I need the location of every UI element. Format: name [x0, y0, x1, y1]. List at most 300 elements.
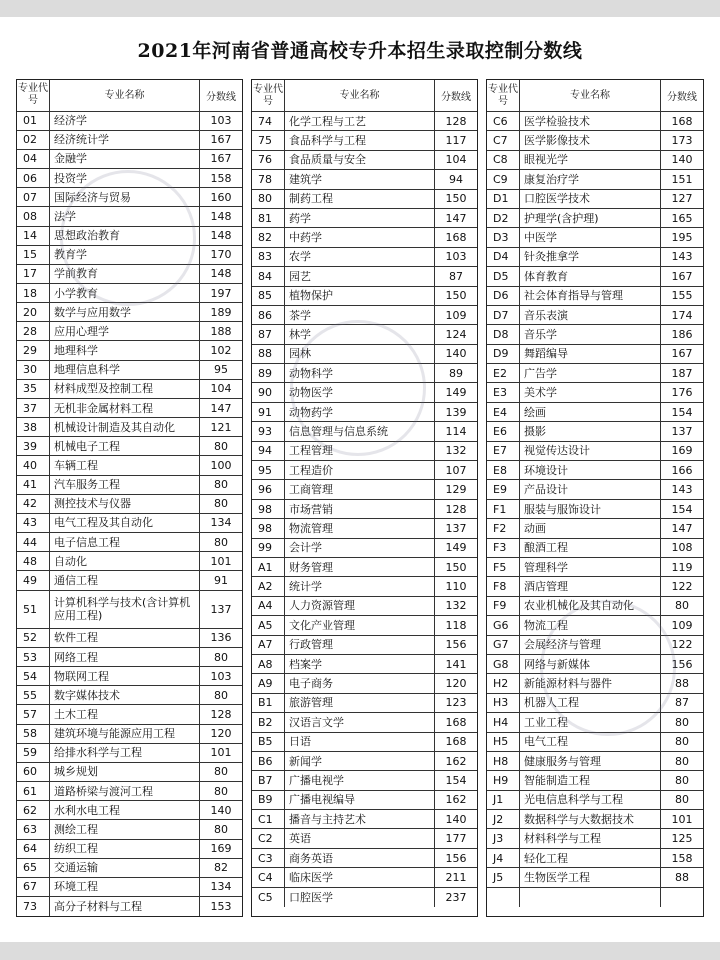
cutoff-score: 80 — [214, 535, 228, 549]
table-row — [487, 539, 703, 558]
table-row — [252, 248, 477, 267]
major-code: 90 — [252, 383, 285, 401]
major-name: 高分子材料与工程 — [50, 897, 200, 916]
table-row — [17, 533, 242, 552]
major-name: 旅游管理 — [285, 694, 435, 712]
table-row — [252, 810, 477, 829]
cutoff-score: 103 — [210, 669, 232, 683]
cutoff-score: 80 — [675, 599, 689, 613]
major-code: H3 — [487, 694, 520, 712]
cutoff-score: 156 — [445, 638, 467, 652]
major-name: 服装与服饰设计 — [520, 500, 661, 518]
major-name: 动画 — [520, 519, 661, 537]
table-row — [252, 558, 477, 577]
major-name: 广播电视编导 — [285, 791, 435, 809]
cutoff-score: 80 — [214, 688, 228, 702]
table-row — [17, 667, 242, 686]
table-row — [487, 267, 703, 286]
cutoff-score: 114 — [445, 424, 467, 438]
table-row — [17, 686, 242, 705]
major-name: 土木工程 — [50, 705, 200, 723]
major-code: C2 — [252, 829, 285, 847]
major-code: 88 — [252, 345, 285, 363]
major-code: 35 — [17, 380, 50, 398]
table-row — [487, 403, 703, 422]
table-row — [487, 383, 703, 402]
table-row — [252, 345, 477, 364]
page-title: 2021年河南省普通高校专升本招生录取控制分数线 — [137, 40, 583, 62]
table-row — [487, 112, 703, 131]
table-row — [17, 188, 242, 207]
score-table-column-1 — [16, 79, 243, 917]
major-code: E6 — [487, 422, 520, 440]
major-name: 财务管理 — [285, 558, 435, 576]
table-row — [17, 859, 242, 878]
cutoff-score: 103 — [210, 114, 232, 128]
cutoff-score: 166 — [671, 463, 693, 477]
major-code: 55 — [17, 686, 50, 704]
table-row — [252, 674, 477, 693]
table-row — [487, 248, 703, 267]
cutoff-score: 100 — [210, 458, 232, 472]
major-name: 会展经济与管理 — [520, 636, 661, 654]
major-code: F3 — [487, 539, 520, 557]
major-code: 89 — [252, 364, 285, 382]
table-row — [487, 190, 703, 209]
major-name: 茶学 — [285, 306, 435, 324]
table-row — [17, 744, 242, 763]
header-score: 分数线 — [667, 92, 697, 103]
table-row — [487, 131, 703, 150]
cutoff-score: 168 — [671, 114, 693, 128]
major-name: 农业机械化及其自动化 — [520, 597, 661, 615]
major-code: C6 — [487, 112, 520, 130]
header-code: 专业代号 — [252, 80, 285, 111]
major-name: 人力资源管理 — [285, 597, 435, 615]
major-code: H5 — [487, 733, 520, 751]
major-code: 42 — [17, 495, 50, 513]
cutoff-score: 80 — [214, 822, 228, 836]
major-code: J3 — [487, 829, 520, 847]
table-row — [252, 112, 477, 131]
table-row — [252, 422, 477, 441]
cutoff-score: 195 — [671, 231, 693, 245]
table-row — [252, 287, 477, 306]
table-header-row — [487, 80, 703, 112]
major-name: 应用心理学 — [50, 322, 200, 340]
major-code: 98 — [252, 519, 285, 537]
table-row — [17, 648, 242, 667]
cutoff-score: 91 — [214, 573, 228, 587]
cutoff-score: 128 — [445, 114, 467, 128]
cutoff-score: 140 — [445, 812, 467, 826]
major-code: A8 — [252, 655, 285, 673]
table-row — [252, 190, 477, 209]
major-code: B7 — [252, 771, 285, 789]
table-row — [487, 771, 703, 790]
major-code: F5 — [487, 558, 520, 576]
major-code: H9 — [487, 771, 520, 789]
table-row — [17, 437, 242, 456]
score-table-column-2 — [251, 79, 478, 917]
table-row — [252, 131, 477, 150]
major-code: E3 — [487, 383, 520, 401]
major-name: 机器人工程 — [520, 694, 661, 712]
major-code: 58 — [17, 725, 50, 743]
cutoff-score: 117 — [445, 134, 467, 148]
major-name: 信息管理与信息系统 — [285, 422, 435, 440]
cutoff-score: 176 — [671, 386, 693, 400]
major-code: 17 — [17, 265, 50, 283]
table-row — [487, 151, 703, 170]
major-name: 新闻学 — [285, 752, 435, 770]
major-name: 数学与应用数学 — [50, 303, 200, 321]
table-row — [17, 207, 242, 226]
cutoff-score: 95 — [214, 363, 228, 377]
major-name: 酒店管理 — [520, 577, 661, 595]
major-code: 07 — [17, 188, 50, 206]
major-code: 84 — [252, 267, 285, 285]
cutoff-score: 136 — [210, 631, 232, 645]
major-name: 商务英语 — [285, 849, 435, 867]
major-code: 78 — [252, 170, 285, 188]
major-code: C4 — [252, 868, 285, 886]
major-name: 体育教育 — [520, 267, 661, 285]
major-code: E2 — [487, 364, 520, 382]
major-name: 医学影像技术 — [520, 131, 661, 149]
table-row — [252, 325, 477, 344]
major-code: C7 — [487, 131, 520, 149]
table-row — [252, 364, 477, 383]
major-name: 音乐表演 — [520, 306, 661, 324]
major-code: D6 — [487, 287, 520, 305]
cutoff-score: 150 — [445, 192, 467, 206]
major-name: 数据科学与大数据技术 — [520, 810, 661, 828]
table-row — [252, 636, 477, 655]
major-name: 播音与主持艺术 — [285, 810, 435, 828]
table-row — [17, 782, 242, 801]
table-row — [487, 170, 703, 189]
major-code: 62 — [17, 801, 50, 819]
major-code: 86 — [252, 306, 285, 324]
major-name: 水利水电工程 — [50, 801, 200, 819]
table-row — [252, 480, 477, 499]
major-code: D3 — [487, 228, 520, 246]
cutoff-score: 148 — [210, 267, 232, 281]
cutoff-score: 141 — [445, 657, 467, 671]
major-code: A5 — [252, 616, 285, 634]
cutoff-score: 119 — [671, 560, 693, 574]
cutoff-score: 167 — [210, 133, 232, 147]
table-row — [252, 733, 477, 752]
cutoff-score: 89 — [449, 366, 463, 380]
major-name: 酿酒工程 — [520, 539, 661, 557]
cutoff-score: 153 — [210, 900, 232, 914]
major-code: C8 — [487, 151, 520, 169]
cutoff-score — [661, 888, 703, 907]
major-code: 63 — [17, 820, 50, 838]
major-name: 车辆工程 — [50, 456, 200, 474]
cutoff-score: 80 — [675, 715, 689, 729]
table-row — [487, 849, 703, 868]
table-row — [487, 345, 703, 364]
major-code: 76 — [252, 151, 285, 169]
major-name: 视觉传达设计 — [520, 442, 661, 460]
major-code: A1 — [252, 558, 285, 576]
table-row — [17, 629, 242, 648]
cutoff-score: 124 — [445, 327, 467, 341]
cutoff-score: 128 — [445, 502, 467, 516]
table-row — [17, 341, 242, 360]
table-row — [17, 380, 242, 399]
table-row — [487, 577, 703, 596]
table-row — [252, 791, 477, 810]
table-row — [487, 480, 703, 499]
cutoff-score: 80 — [214, 765, 228, 779]
table-row — [252, 442, 477, 461]
cutoff-score: 197 — [210, 286, 232, 300]
major-code: 85 — [252, 287, 285, 305]
cutoff-score: 127 — [671, 192, 693, 206]
major-name: 光电信息科学与工程 — [520, 791, 661, 809]
cutoff-score: 134 — [210, 516, 232, 530]
cutoff-score: 186 — [671, 327, 693, 341]
major-code: 75 — [252, 131, 285, 149]
cutoff-score: 87 — [675, 696, 689, 710]
cutoff-score: 147 — [445, 211, 467, 225]
table-row — [252, 888, 477, 907]
cutoff-score: 173 — [671, 134, 693, 148]
table-row — [17, 246, 242, 265]
major-name: 汽车服务工程 — [50, 476, 200, 494]
major-code: 81 — [252, 209, 285, 227]
table-row — [17, 725, 242, 744]
header-name: 专业名称 — [285, 80, 435, 111]
major-code: 44 — [17, 533, 50, 551]
cutoff-score: 132 — [445, 599, 467, 613]
cutoff-score: 108 — [671, 541, 693, 555]
cutoff-score: 162 — [445, 754, 467, 768]
table-row — [252, 655, 477, 674]
table-row — [252, 306, 477, 325]
cutoff-score: 143 — [671, 483, 693, 497]
major-name: 电子商务 — [285, 674, 435, 692]
major-name: 环境设计 — [520, 461, 661, 479]
major-code: 98 — [252, 500, 285, 518]
major-code: 41 — [17, 476, 50, 494]
table-row — [17, 227, 242, 246]
table-row — [487, 422, 703, 441]
major-code: 74 — [252, 112, 285, 130]
table-row — [17, 514, 242, 533]
major-code: 87 — [252, 325, 285, 343]
major-code: 51 — [17, 591, 50, 628]
major-code: 28 — [17, 322, 50, 340]
major-code: 14 — [17, 227, 50, 245]
major-code: F1 — [487, 500, 520, 518]
major-name: 康复治疗学 — [520, 170, 661, 188]
major-name: 教育学 — [50, 246, 200, 264]
table-row — [252, 694, 477, 713]
table-header-row — [252, 80, 477, 112]
major-name: 物联网工程 — [50, 667, 200, 685]
major-name: 眼视光学 — [520, 151, 661, 169]
major-name: 动物医学 — [285, 383, 435, 401]
cutoff-score: 167 — [210, 152, 232, 166]
cutoff-score: 102 — [210, 344, 232, 358]
table-row — [252, 267, 477, 286]
major-code: 80 — [252, 190, 285, 208]
major-code: 02 — [17, 131, 50, 149]
major-name: 生物医学工程 — [520, 868, 661, 886]
major-code: D4 — [487, 248, 520, 266]
major-code: 39 — [17, 437, 50, 455]
major-name: 行政管理 — [285, 636, 435, 654]
table-row — [252, 383, 477, 402]
table-row — [487, 461, 703, 480]
table-row — [17, 399, 242, 418]
table-row — [17, 840, 242, 859]
cutoff-score: 120 — [445, 677, 467, 691]
major-code: B9 — [252, 791, 285, 809]
cutoff-score: 167 — [671, 347, 693, 361]
major-name: 针灸推拿学 — [520, 248, 661, 266]
cutoff-score: 156 — [445, 851, 467, 865]
table-row — [252, 771, 477, 790]
major-name: 计算机科学与技术(含计算机应用工程) — [50, 591, 200, 628]
cutoff-score: 80 — [675, 773, 689, 787]
major-code: B6 — [252, 752, 285, 770]
major-name: 城乡规划 — [50, 763, 200, 781]
cutoff-score: 101 — [210, 554, 232, 568]
table-row — [487, 558, 703, 577]
table-row — [252, 228, 477, 247]
major-code: E8 — [487, 461, 520, 479]
table-row — [252, 403, 477, 422]
major-name: 测控技术与仪器 — [50, 495, 200, 513]
major-name: 动物药学 — [285, 403, 435, 421]
major-code: D8 — [487, 325, 520, 343]
major-name: 园林 — [285, 345, 435, 363]
major-name: 社会体育指导与管理 — [520, 287, 661, 305]
cutoff-score: 168 — [445, 735, 467, 749]
header-score: 分数线 — [206, 91, 236, 103]
table-row — [252, 752, 477, 771]
cutoff-score: 104 — [210, 382, 232, 396]
major-name: 测绘工程 — [50, 820, 200, 838]
major-name: 思想政治教育 — [50, 227, 200, 245]
major-code: A2 — [252, 577, 285, 595]
table-row — [252, 461, 477, 480]
major-name: 建筑学 — [285, 170, 435, 188]
major-name: 新能源材料与器件 — [520, 674, 661, 692]
major-code: 54 — [17, 667, 50, 685]
cutoff-score: 167 — [671, 269, 693, 283]
cutoff-score: 150 — [445, 289, 467, 303]
header-code: 专业代号 — [17, 80, 50, 111]
major-code: 52 — [17, 629, 50, 647]
major-name: 药学 — [285, 209, 435, 227]
major-name: 环境工程 — [50, 878, 200, 896]
major-name: 动物科学 — [285, 364, 435, 382]
cutoff-score: 140 — [445, 347, 467, 361]
table-row — [17, 801, 242, 820]
major-name: 网络与新媒体 — [520, 655, 661, 673]
cutoff-score: 187 — [671, 366, 693, 380]
table-row — [17, 456, 242, 475]
major-name: 通信工程 — [50, 571, 200, 589]
cutoff-score: 137 — [445, 521, 467, 535]
table-row — [487, 829, 703, 848]
cutoff-score: 80 — [214, 439, 228, 453]
cutoff-score: 109 — [671, 618, 693, 632]
table-row — [487, 287, 703, 306]
major-name: 中医学 — [520, 228, 661, 246]
major-name: 园艺 — [285, 267, 435, 285]
major-name: 会计学 — [285, 539, 435, 557]
cutoff-score: 122 — [671, 580, 693, 594]
major-code: 15 — [17, 246, 50, 264]
major-code: 93 — [252, 422, 285, 440]
major-code: 37 — [17, 399, 50, 417]
major-code: 40 — [17, 456, 50, 474]
table-row — [17, 897, 242, 916]
cutoff-score: 107 — [445, 463, 467, 477]
cutoff-score: 123 — [445, 696, 467, 710]
table-row — [17, 169, 242, 188]
major-code: E7 — [487, 442, 520, 460]
major-code: 67 — [17, 878, 50, 896]
major-code: H2 — [487, 674, 520, 692]
major-code: E9 — [487, 480, 520, 498]
table-row — [252, 713, 477, 732]
cutoff-score: 134 — [210, 880, 232, 894]
major-name: 材料成型及控制工程 — [50, 380, 200, 398]
major-name: 道路桥梁与渡河工程 — [50, 782, 200, 800]
major-code: D9 — [487, 345, 520, 363]
table-row — [252, 829, 477, 848]
major-code: 64 — [17, 840, 50, 858]
major-name: 交通运输 — [50, 859, 200, 877]
header-name: 专业名称 — [520, 80, 661, 111]
major-name: 无机非金属材料工程 — [50, 399, 200, 417]
major-code: 95 — [252, 461, 285, 479]
major-name: 给排水科学与工程 — [50, 744, 200, 762]
table-row — [252, 849, 477, 868]
major-code: 57 — [17, 705, 50, 723]
table-row — [252, 519, 477, 538]
cutoff-score: 80 — [214, 784, 228, 798]
cutoff-score: 120 — [210, 727, 232, 741]
cutoff-score: 148 — [210, 229, 232, 243]
table-row — [17, 820, 242, 839]
table-row — [252, 209, 477, 228]
table-row — [487, 519, 703, 538]
major-code: 38 — [17, 418, 50, 436]
major-code: 53 — [17, 648, 50, 666]
major-name: 汉语言文学 — [285, 713, 435, 731]
major-code: D5 — [487, 267, 520, 285]
major-code: G7 — [487, 636, 520, 654]
major-code: H8 — [487, 752, 520, 770]
table-row — [487, 306, 703, 325]
cutoff-score: 140 — [671, 153, 693, 167]
major-code: 29 — [17, 341, 50, 359]
cutoff-score: 94 — [449, 172, 463, 186]
major-name: 工程管理 — [285, 442, 435, 460]
major-code: D1 — [487, 190, 520, 208]
major-name: 工程造价 — [285, 461, 435, 479]
